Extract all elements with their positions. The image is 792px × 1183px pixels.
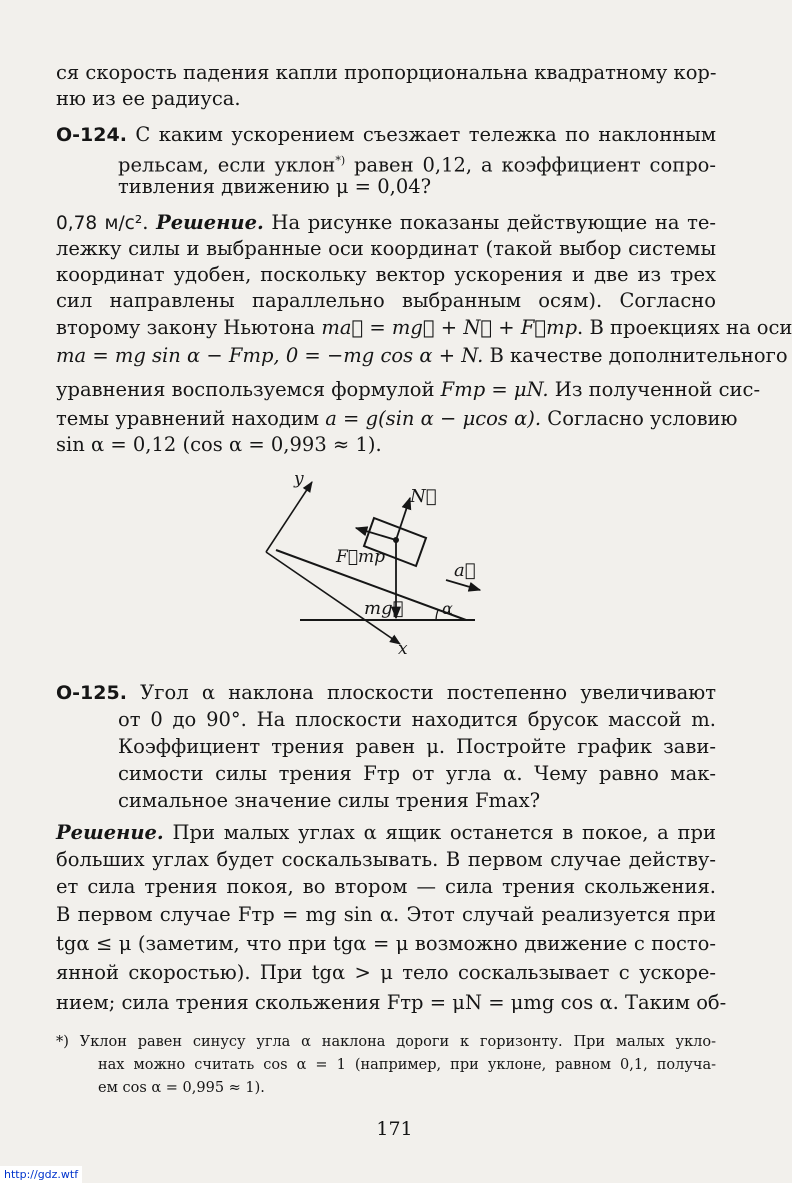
solution-124-line: координат удобен, поскольку вектор ускорения и две из трех [56,263,716,286]
problem-124-line: тивления движению μ = 0,04? [118,175,432,198]
solution-124-line: второму закону Ньютона ma⃗ = mg⃗ + N⃗ + F⃗тр. В проекциях на оси [56,316,792,339]
solution-124-line: уравнения воспользуемся формулой Fтр = μN. Из полученной сис- [56,378,761,401]
inclined-plane-figure [250,468,490,668]
equation: ma = mg sin α − Fтр, 0 = −mg cos α + N. [56,344,484,367]
equation: ma⃗ = mg⃗ + N⃗ + F⃗тр [321,316,578,339]
problem-number: О-125. [56,682,127,704]
footnote-line: нах можно считать cos α = 1 (например, при уклоне, равном 0,1, получа- [98,1057,716,1073]
acceleration-label: a⃗ [454,560,476,581]
angle-arc [436,610,438,620]
solution-125-line: нием; сила трения скольжения Fтр = μN = μmg cos α. Таким об- [56,991,727,1014]
gravity-label: mg⃗ [364,598,404,619]
solution-124-line: темы уравнений находим a = g(sin α − μcos α). Согласно условию [56,407,738,430]
problem-124-line: О-124. С каким ускорением съезжает тележка по наклонным [56,123,716,146]
equation: a = g(sin α − μcos α). [325,407,542,430]
equation: Fтр = μN. [440,378,549,401]
solution-124-line: сил направлены параллельно выбранным осям). Согласно [56,289,716,312]
solution-124-line: sin α = 0,12 (cos α = 0,993 ≈ 1). [56,433,382,456]
solution-125-line: янной скоростью). При tgα > μ тело соскальзывает с ускоре- [56,961,716,984]
problem-125-line: симальное значение силы трения Fmax? [118,789,541,812]
problem-124-line: рельсам, если уклон*) равен 0,12, а коэффициент сопро- [118,153,717,177]
solution-label: Решение. [156,211,264,234]
acceleration-vector [446,580,480,590]
answer: 0,78 м/с² [56,213,143,234]
problem-125-line: О-125. Угол α наклона плоскости постепенно увеличивают [56,681,716,704]
solution-125-line: ет сила трения покоя, во втором — сила трения скольжения. [56,875,716,898]
solution-125-line: больших углах будет соскальзывать. В первом случае действу- [56,848,716,871]
problem-125-line: от 0 до 90°. На плоскости находится брусок массой m. [118,708,716,731]
problem-125-line: симости силы трения Fтр от угла α. Чему равно мак- [118,762,716,785]
source-link[interactable]: http://gdz.wtf [0,1166,82,1183]
solution-124-line: ma = mg sin α − Fтр, 0 = −mg cos α + N. В качестве дополнительного [56,344,788,367]
solution-125-line: В первом случае Fтр = mg sin α. Этот случай реализуется при [56,903,716,926]
solution-124-line: 0,78 м/с². Решение. На рисунке показаны действующие на те- [56,211,716,234]
angle-label: α [442,599,453,618]
solution-125-line: tgα ≤ μ (заметим, что при tgα = μ возможно движение с посто- [56,932,716,955]
solution-label: Решение. [56,821,164,844]
friction-label: F⃗тр [336,547,385,567]
problem-125-line: Коэффициент трения равен μ. Постройте график зави- [118,735,716,758]
intro-line: ся скорость падения капли пропорциональна квадратному кор- [56,61,717,84]
footnote-line: *) Уклон равен синусу угла α наклона дороги к горизонту. При малых укло- [56,1034,716,1050]
page-number: 171 [376,1118,413,1140]
footnote-mark: *) [335,154,346,167]
y-axis [266,482,312,552]
normal-force-label: N⃗ [410,486,437,507]
y-axis-label: y [294,469,304,489]
intro-line: ню из ее радиуса. [56,87,241,110]
x-axis-label: x [398,639,408,659]
problem-number: О-124. [56,124,127,146]
solution-124-line: лежку силы и выбранные оси координат (такой выбор системы [56,237,716,260]
solution-125-line: Решение. При малых углах α ящик останется в покое, а при [56,821,716,844]
footnote-line: ем cos α = 0,995 ≈ 1). [98,1080,265,1096]
